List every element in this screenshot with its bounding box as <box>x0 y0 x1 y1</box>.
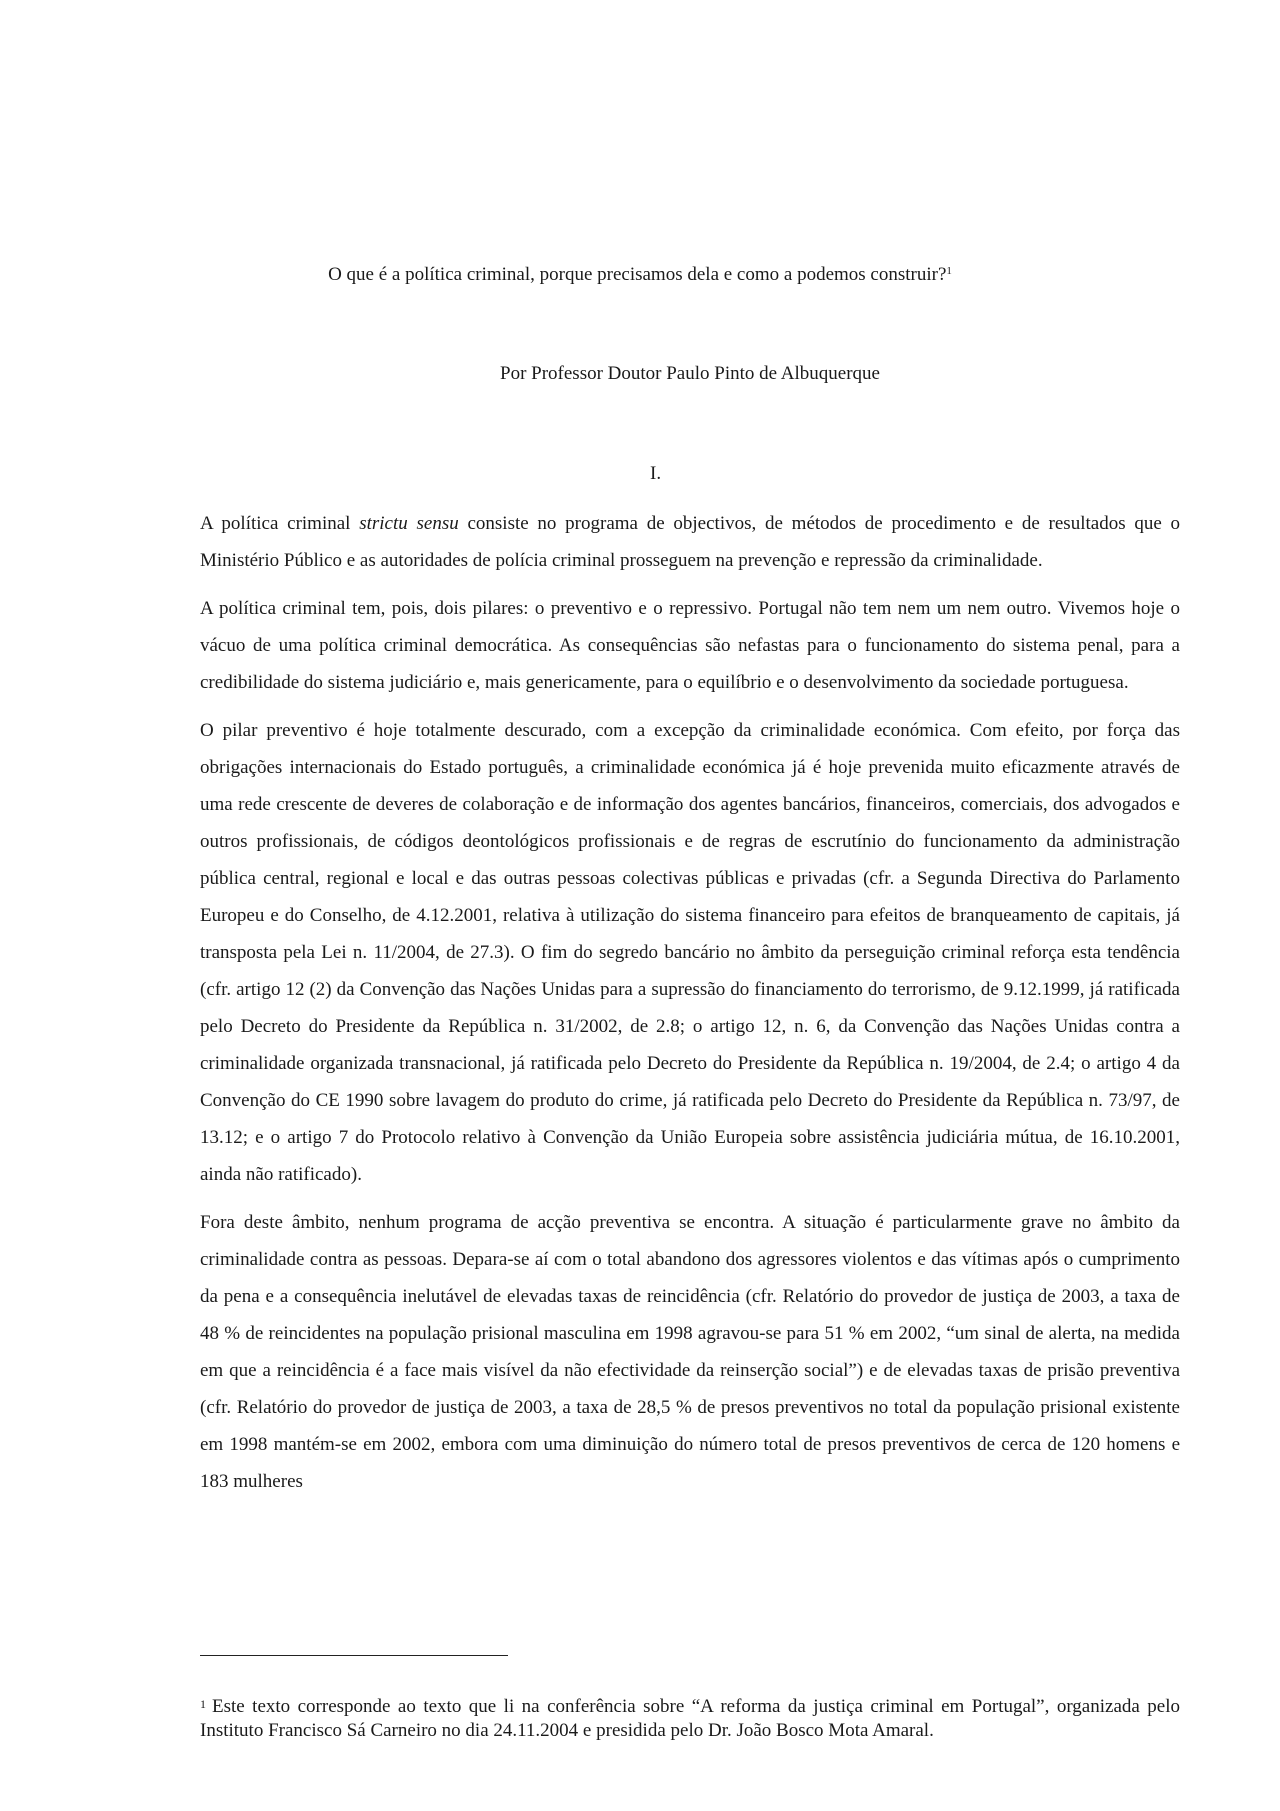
author-line: Por Professor Doutor Paulo Pinto de Albuquerque <box>500 363 880 384</box>
title-footnote-ref: 1 <box>946 265 952 277</box>
paragraph-3: O pilar preventivo é hoje totalmente descurado, com a excepção da criminalidade económica. Com efeito, por força das obrigações internacionais do Estado português, a criminalidade económica já é hoje prevenida muito eficazmente através de uma rede crescente de deveres de colaboração e de informação dos agentes bancários, financeiros, comerciais, dos advogados e outros profissionais, de códigos deontológicos profissionais e de regras de escrutínio do funcionamento da administração pública central, regional e local e das outras pessoas colectivas públicas e privadas (cfr. a Segunda Directiva do Parlamento Europeu e do Conselho, de 4.12.2001, relativa à utilização do sistema financeiro para efeitos de branqueamento de capitais, já transposta pela Lei n. 11/2004, de 27.3). O fim do segredo bancário no âmbito da perseguição criminal reforça esta tendência (cfr. artigo 12 (2) da Convenção das Nações Unidas para a supressão do financiamento do terrorismo, de 9.12.1999, já ratificada pelo Decreto do Presidente da República n. 31/2002, de 2.8; o artigo 12, n. 6, da Convenção das Nações Unidas contra a criminalidade organizada transnacional, já ratificada pelo Decreto do Presidente da República n. 19/2004, de 2.4; o artigo 4 da Convenção do CE 1990 sobre lavagem do produto do crime, já ratificada pelo Decreto do Presidente da República n. 73/97, de 13.12; e o artigo 7 do Protocolo relativo à Convenção da União Europeia sobre assistência judiciária mútua, de 16.10.2001, ainda não ratificado). <box>200 720 1180 1185</box>
paragraph-2: A política criminal tem, pois, dois pilares: o preventivo e o repressivo. Portugal não tem nem um nem outro. Vivemos hoje o vácuo de uma política criminal democrática. As consequências são nefastas para o funcionamento do sistema penal, para a credibilidade do sistema judiciário e, mais genericamente, para o equilíbrio e o desenvolvimento da sociedade portuguesa. <box>200 598 1180 693</box>
paragraph-1 <box>200 505 1180 579</box>
footnote-number: 1 <box>200 1697 206 1711</box>
document-title <box>0 263 1280 287</box>
footnote-divider <box>200 1655 508 1656</box>
section-number: I. <box>650 463 662 484</box>
title-text: O que é a política criminal, porque precisamos dela e como a podemos construir? <box>328 264 947 285</box>
paragraph-1-before: A política criminal <box>200 513 360 534</box>
footnote-text: Este texto corresponde ao texto que li na conferência sobre “A reforma da justiça criminal em Portugal”, organizada pelo Instituto Francisco Sá Carneiro no dia 24.11.2004 e presidida pelo Dr. João Bosco Mota Amaral. <box>200 1696 1180 1741</box>
paragraph-4: Fora deste âmbito, nenhum programa de acção preventiva se encontra. A situação é particularmente grave no âmbito da criminalidade contra as pessoas. Depara-se aí com o total abandono dos agressores violentos e das vítimas após o cumprimento da pena e a consequência inelutável de elevadas taxas de reincidência (cfr. Relatório do provedor de justiça de 2003, a taxa de 48 % de reincidentes na população prisional masculina em 1998 agravou-se para 51 % em 2002, “um sinal de alerta, na medida em que a reincidência é a face mais visível da não efectividade da reinserção social”) e de elevadas taxas de prisão preventiva (cfr. Relatório do provedor de justiça de 2003, a taxa de 28,5 % de presos preventivos no total da população prisional existente em 1998 mantém-se em 2002, embora com uma diminuição do número total de presos preventivos de cerca de 120 homens e 183 mulheres <box>200 1212 1180 1492</box>
footnote <box>200 1695 1180 1743</box>
paragraph-1-emphasis: strictu sensu <box>359 513 459 534</box>
paragraph-1-after: consiste no programa de objectivos, de métodos de procedimento e de resultados que o Ministério Público e as autoridades de polícia criminal prosseguem na prevenção e repressão da criminalidade. <box>200 513 1181 571</box>
document-body <box>200 505 1180 1511</box>
